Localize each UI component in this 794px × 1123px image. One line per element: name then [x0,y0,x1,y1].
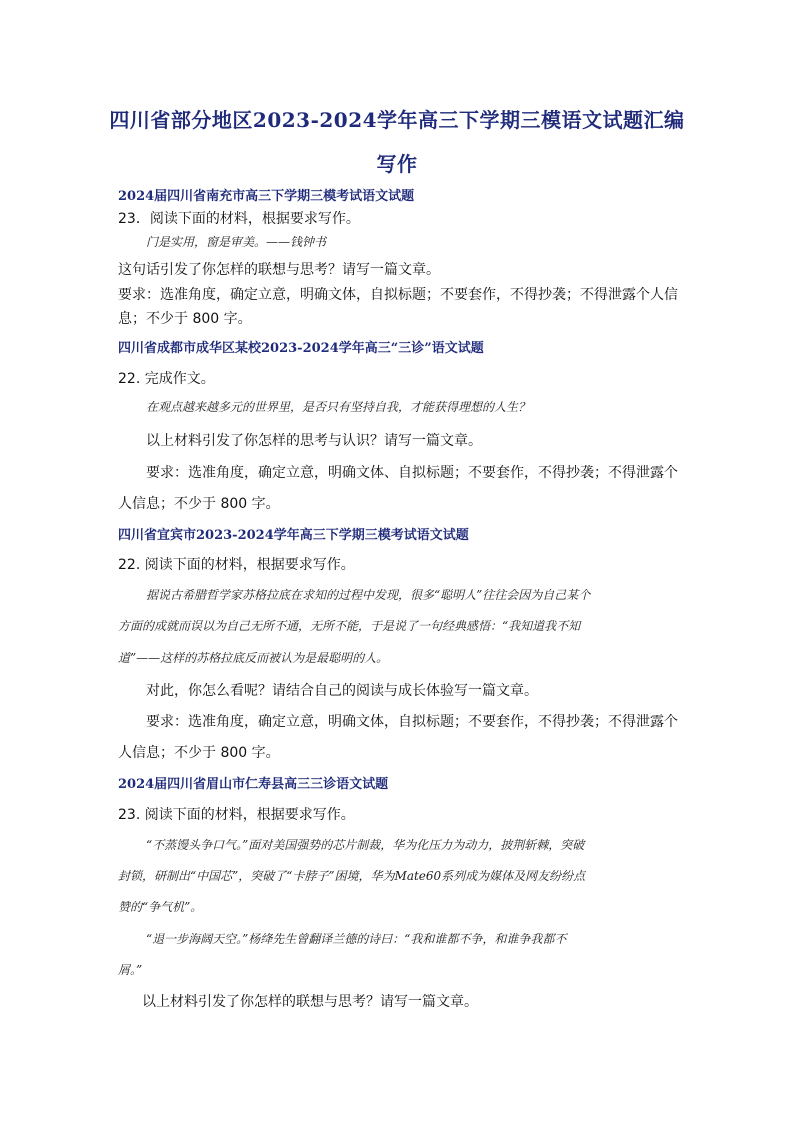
section-heading: 四川省宜宾市2023-2024学年高三下学期三模考试语文试题 [118,528,469,543]
question-line: 22. 阅读下面的材料，根据要求写作。 [118,557,355,573]
requirement-line: 要求：选准角度，确定立意，明确文体，自拟标题；不要套作，不得抄袭；不得泄露个 [146,714,678,730]
question-line: 23．阅读下面的材料，根据要求写作。 [118,211,360,227]
prompt-line: 这句话引发了你怎样的联想与思考？请写一篇文章。 [118,262,440,278]
requirement-line: 要求：选准角度，确定立意，明确文体、自拟标题；不要套作，不得抄袭；不得泄露个 [146,465,678,481]
material-line: 封锁，研制出“中国芯”，突破了“卡脖子”困境，华为Mate60系列成为媒体及网友纷纷点 [118,869,586,883]
question-line: 22. 完成作文。 [118,371,215,387]
section-heading: 2024届四川省南充市高三下学期三模考试语文试题 [118,189,415,204]
material-line: 门是实用，窗是审美。——钱钟书 [146,235,327,249]
requirement-line: 息；不少于 800 字。 [118,311,252,327]
section-heading: 2024届四川省眉山市仁寿县高三三诊语文试题 [118,777,389,792]
document-subtitle: 写作 [376,152,418,176]
material-line: 道”——这样的苏格拉底反而被认为是最聪明的人。 [118,651,389,665]
material-line: 据说古希腊哲学家苏格拉底在求知的过程中发现，很多“聪明人”往往会因为自己某个 [146,588,591,602]
material-line: “不蒸馒头争口气。”面对美国强势的芯片制裁，华为化压力为动力，披荆斩棘，突破 [146,838,585,852]
material-line: 屑。” [118,963,143,977]
prompt-line: 以上材料引发了你怎样的思考与认识？请写一篇文章。 [146,433,482,449]
section-heading: 四川省成都市成华区某校2023-2024学年高三“三诊”语文试题 [118,341,484,356]
requirement-line: 人信息；不少于 800 字。 [118,496,280,512]
material-line: 在观点越来越多元的世界里，是否只有坚持自我，才能获得理想的人生？ [146,400,531,414]
document-title: 四川省部分地区2023-2024学年高三下学期三模语文试题汇编 [109,108,685,132]
requirement-line: 人信息；不少于 800 字。 [118,745,280,761]
requirement-line: 要求：选准角度，确定立意，明确文体，自拟标题；不要套作，不得抄袭；不得泄露个人信 [118,287,678,303]
question-line: 23. 阅读下面的材料，根据要求写作。 [118,807,355,823]
prompt-line: 以上材料引发了你怎样的联想与思考？请写一篇文章。 [142,994,478,1010]
material-line: 方面的成就而误以为自己无所不通，无所不能，于是说了一句经典感悟：“我知道我不知 [118,619,581,633]
material-line: 赞的“争气机”。 [118,900,203,914]
material-line: “退一步海阔天空。”杨绛先生曾翻译兰德的诗曰：“我和谁都不争，和谁争我都不 [146,932,567,946]
prompt-line: 对此，你怎么看呢？请结合自己的阅读与成长体验写一篇文章。 [146,683,538,699]
